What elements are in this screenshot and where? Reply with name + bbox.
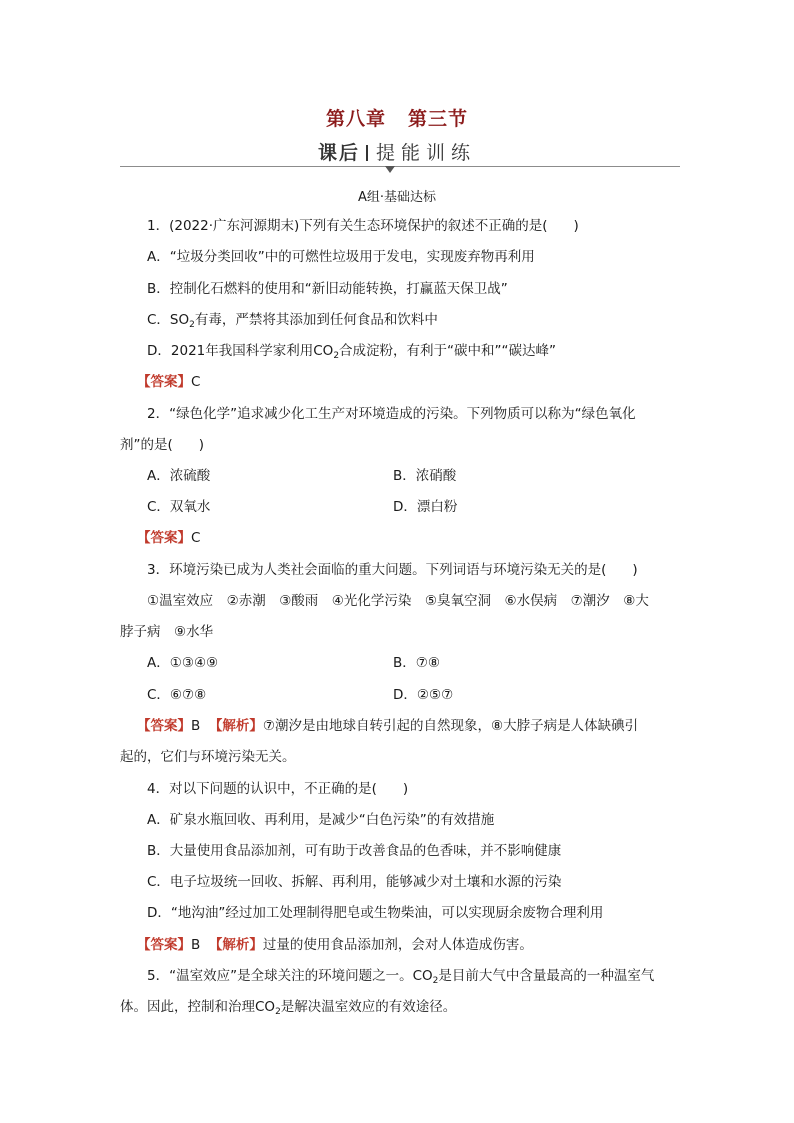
question-2-option-b: B．浓硝酸 (393, 468, 457, 484)
question-1-answer: 【答案】C (137, 374, 201, 390)
question-1-option-c: C．$SO_2$有毒，严禁将其添加到任何食品和饮料中 (147, 312, 438, 330)
question-3-answer: 【答案】B 【解析】⑦潮汐是由地球自转引起的自然现象，⑧大脖子病是人体缺碘引 (137, 718, 639, 734)
question-4-answer: 【答案】B 【解析】过量的使用食品添加剂，会对人体造成伤害。 (137, 937, 533, 953)
group-title: A组·基础达标 (357, 190, 437, 205)
question-4-option-c: C．电子垃圾统一回收、拆解、再利用，能够减少对土壤和水源的污染 (147, 874, 562, 890)
banner-right-text: 提能训练 (376, 142, 477, 164)
question-2-option-c: C．双氧水 (147, 499, 211, 515)
question-1-option-b: B．控制化石燃料的使用和“新旧动能转换，打赢蓝天保卫战” (147, 281, 508, 297)
question-5-stem-line2: 体。因此，控制和治理$CO_2$是解决温室效应的有效途径。 (120, 999, 457, 1017)
question-1-option-d: D．2021年我国科学家利用$CO_2$合成淀粉，有利于“碳中和”“碳达峰” (147, 343, 557, 361)
header-rule (120, 166, 680, 167)
question-4-option-b: B．大量使用食品添加剂，可有助于改善食品的色香味，并不影响健康 (147, 843, 562, 859)
header-rule-arrow-icon (385, 166, 395, 173)
banner-left-text: 课后 (317, 142, 360, 164)
question-2-stem-line2: 剂”的是( ) (120, 437, 205, 453)
exercise-banner (0, 138, 794, 165)
question-4-option-a: A．矿泉水瓶回收、再利用，是减少“白色污染”的有效措施 (147, 812, 495, 828)
question-3-option-c: C．⑥⑦⑧ (147, 687, 207, 703)
question-3-option-b: B．⑦⑧ (393, 655, 440, 671)
question-2-option-a: A．浓硫酸 (147, 468, 211, 484)
question-2-stem-line1: 2．“绿色化学”追求减少化工生产对环境造成的污染。下列物质可以称为“绿色氧化 (147, 406, 636, 422)
question-3-stem: 3．环境污染已成为人类社会面临的重大问题。下列词语与环境污染无关的是( ) (147, 562, 638, 578)
question-3-option-d: D．②⑤⑦ (393, 687, 454, 703)
question-3-items-line1: ①温室效应 ②赤潮 ③酸雨 ④光化学污染 ⑤臭氧空洞 ⑥水俣病 ⑦潮汐 ⑧大 (147, 593, 649, 609)
question-4-stem: 4．对以下问题的认识中，不正确的是( ) (147, 781, 409, 797)
question-2-answer: 【答案】C (137, 530, 201, 546)
question-1-option-a: A．“垃圾分类回收”中的可燃性垃圾用于发电，实现废弃物再利用 (147, 249, 535, 265)
chapter-label: 第八章 (325, 108, 386, 130)
question-1-stem: 1．(2022·广东河源期末)下列有关生态环境保护的叙述不正确的是( ) (147, 218, 579, 234)
section-label: 第三节 (408, 108, 469, 130)
question-2-option-d: D．漂白粉 (393, 499, 458, 515)
banner-separator (366, 145, 368, 161)
chapter-title (0, 104, 794, 131)
question-3-items-line2: 脖子病 ⑨水华 (120, 624, 214, 640)
question-3-option-a: A．①③④⑨ (147, 655, 219, 671)
question-3-analysis-line2: 起的，它们与环境污染无关。 (120, 749, 296, 765)
question-4-option-d: D．“地沟油”经过加工处理制得肥皂或生物柴油，可以实现厨余废物合理利用 (147, 905, 604, 921)
question-5-stem-line1: 5．“温室效应”是全球关注的环境问题之一。$CO_2$是目前大气中含量最高的一种温室气 (147, 968, 655, 986)
